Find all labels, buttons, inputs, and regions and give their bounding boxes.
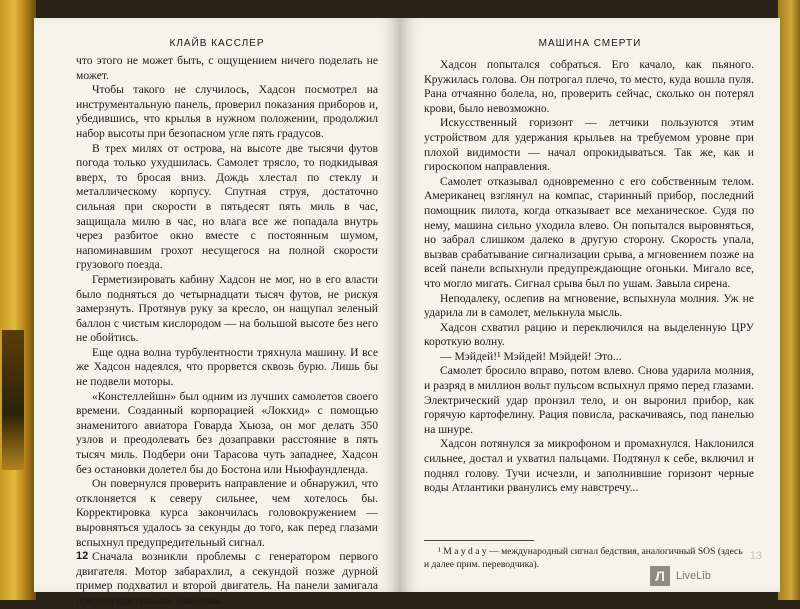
watermark-text: LiveLib [676,570,711,582]
right-page [400,18,780,592]
right-page-number: 13 [749,550,762,562]
footnote-divider [424,540,534,541]
right-page-header: МАШИНА СМЕРТИ [538,38,642,49]
paragraph: Хадсон потянулся за микрофоном и промахнулся. Наклонился сильнее, достал и ухватил пальцами. Подтянул к себе, включил и поднял голову. Тучи исчезли, и заполнившие горизонт черные воды Атлантики рванулись ему навстречу... [424,437,754,495]
cover-illustration-strip [2,330,24,470]
paragraph: что этого не может быть, с ощущением ничего поделать не может. [76,54,378,82]
paragraph: — Мэйдей!¹ Мэйдей! Мэйдей! Это... [440,349,622,363]
paragraph: Искусственный горизонт — летчики пользуются этим устройством для удержания крыльев на требуемом уровне при плохой видимости — начал опрокидываться. Так же, как и гироскопом направления. [424,116,754,174]
left-page [34,18,400,607]
paragraph: Хадсон попытался собраться. Его качало, как пьяного. Кружилась голова. Он потрогал плечо, то место, куда вошла пуля. Рана отчаянно болела, но, проверить сейчас, сколько он потерял крови, было невозможно. [424,58,754,115]
left-page-body [76,54,378,609]
paragraph: В трех милях от острова, на высоте две тысячи футов погода только ухудшилась. Самолет трясло, то подкидывая вверх, то бросая вниз. Дождь хлестал по стеклу и металлическому корпусу. Спутная струя, достаточно сильная при скорости в пятьдесят пять миль в час, защищала милю в час, но влага все же попадала внутрь через разбитое окно вместе с постоянным шумом, напоминавшим грохот несущегося на полной скорости грузового поезда. [76,141,378,272]
paragraph: Еще одна волна турбулентности тряхнула машину. И все же Хадсон надеялся, что прорвется сквозь бурю. Лишь бы не подвели моторы. [76,345,378,389]
left-page-header: КЛАЙВ КАССЛЕР [169,38,265,49]
paragraph: Герметизировать кабину Хадсон не мог, но в его власти было подняться до четырнадцати тысяч футов, не рискуя замерзнуть. Протянув руку за кресло, он нащупал зеленый баллон с чистым кислородом — на большой высоте без него не обойтись. [76,272,378,345]
footnote: ¹ M a y d a y — международный сигнал бедствия, аналогичный SOS (здесь и далее прим. переводчика). [424,546,743,570]
book-cover-edge-left [0,0,36,600]
paragraph: Самолет бросило вправо, потом влево. Снова ударила молния, и разряд в миллион вольт пульсом вспыхнул прямо перед глазами. Электрический удар пронзил тело, и он выронил прибор, как горячую картофелину. Рация повисла, раскачиваясь, под панелью на шнуре. [424,364,754,436]
paragraph: «Констеллейшн» был одним из лучших самолетов своего времени. Созданный корпорацией «Локхид» с помощью знаменитого авиатора Говарда Хьюза, он мог делать 350 узлов и преодолевать без дозаправки расстояние в пять тысяч миль. Подбери они Тарасова чуть западнее, Хадсон без остановки долетел бы до Бостона или Ньюфаундленда. [76,389,378,476]
left-page-number: 12 [76,550,89,562]
paragraph: Чтобы такого не случилось, Хадсон посмотрел на инструментальную панель, проверил показания приборов и, убедившись, что крылья в нужном положении, продолжил набор высоты при безопасном угле пять градусов. [76,83,378,140]
paragraph: Неподалеку, ослепив на мгновение, вспыхнула молния. Уж не ударила ли в самолет, мелькнула мысль. [424,291,754,320]
paragraph: Он повернулся проверить направление и обнаружил, что отклоняется к северу сильнее, чем хотелось бы. Корректировка курса закончилась головокружением — выровняться удалось за секунды до того, как перед глазами вспыхнул предупредительный сигнал. [76,477,378,549]
paragraph: Хадсон схватил рацию и переключился на выделенную ЦРУ короткую волну. [424,320,754,349]
livelib-watermark [650,566,760,588]
paragraph: Сначала возникли проблемы с генератором первого двигателя. Мотор забарахлил, а секундой позже дурной пример подхватил и второй двигатель. На панели замигала предупредительная лампочка. [76,550,378,607]
livelib-logo-icon: Л [650,566,670,586]
paragraph: Самолет отказывал одновременно с его собственным телом. Американец взглянул на компас, старинный прибор, последний помощник пилота, когда отказывает все механическое. Судя по нему, машина сильно уходила влево. Он попытался выровняться, но забрал слишком далеко в другую сторону. Скорость упала, вызвав срабатывание сигнализации срыва, а мгновением позже на всей панели вспыхнули предупреждающие огоньки. Мигало все, что могло мигать. Сигнал срыва был по ушам. Завыла сирена. [424,174,754,290]
book-cover-edge-right [778,0,800,600]
right-page-body [424,58,754,496]
